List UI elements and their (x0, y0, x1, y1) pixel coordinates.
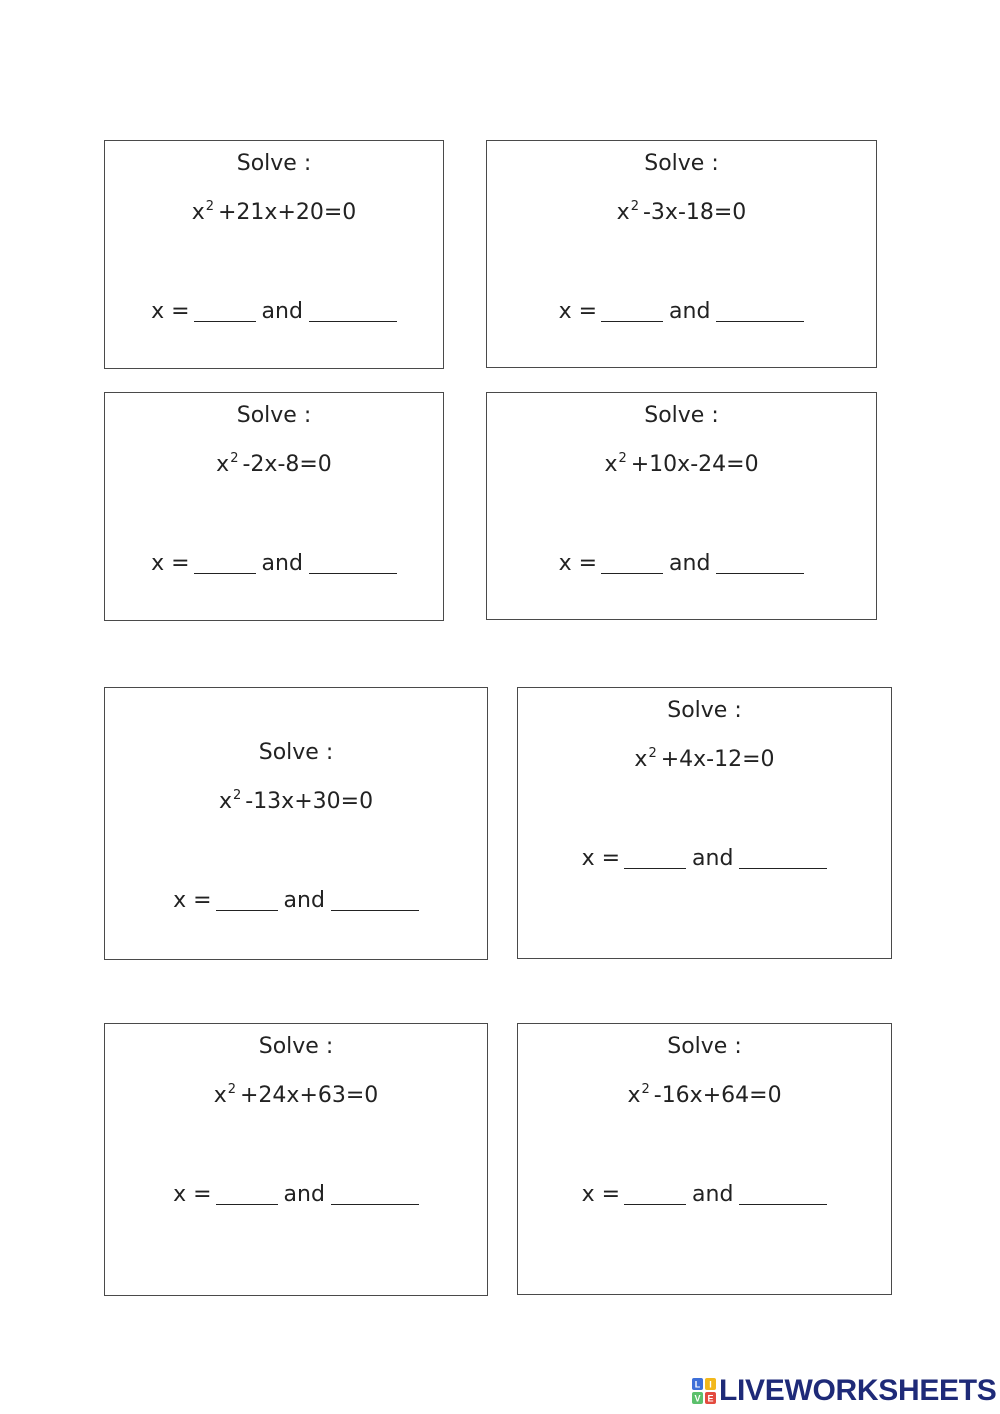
answer-blank-2[interactable] (331, 888, 419, 911)
svg-text:V: V (694, 1393, 701, 1404)
card-title: Solve : (258, 1034, 334, 1059)
answer-prefix: x = (173, 1182, 212, 1207)
answer-row (487, 299, 876, 325)
card-title: Solve : (258, 740, 334, 765)
problem-card-6 (517, 687, 892, 959)
answer-blank-1[interactable] (601, 551, 663, 574)
liveworksheets-logo-icon (692, 1378, 716, 1404)
problem-card-2 (486, 140, 877, 368)
card-title: Solve : (667, 1034, 742, 1059)
problem-card-8 (517, 1023, 892, 1295)
card-title: Solve : (236, 151, 312, 176)
answer-blank-1[interactable] (216, 1182, 278, 1205)
answer-blank-2[interactable] (716, 551, 804, 574)
svg-text:E: E (707, 1393, 714, 1404)
brand-name: LIVEWORKSHEETS (719, 1374, 997, 1407)
answer-row (105, 551, 443, 577)
answer-row (518, 846, 891, 872)
answer-prefix: x = (581, 846, 621, 871)
answer-blank-1[interactable] (624, 1182, 686, 1205)
answer-and: and (261, 551, 303, 576)
answer-blank-1[interactable] (194, 299, 256, 322)
problem-card-1 (104, 140, 444, 369)
answer-prefix: x = (151, 299, 190, 324)
answer-blank-2[interactable] (739, 1182, 827, 1205)
answer-blank-1[interactable] (601, 299, 663, 322)
equation: $x^2$ -13x+30=0 (218, 788, 374, 814)
answer-blank-2[interactable] (331, 1182, 419, 1205)
answer-blank-1[interactable] (624, 846, 686, 869)
answer-and: and (283, 888, 325, 913)
equation: $x^2 +24x+63=0$ (213, 1082, 379, 1108)
answer-and: and (669, 299, 711, 324)
problem-card-7 (104, 1023, 488, 1296)
answer-prefix: x = (558, 551, 598, 576)
answer-row (487, 551, 876, 577)
answer-and: and (283, 1182, 325, 1207)
answer-row (105, 299, 443, 325)
card-title: Solve : (236, 403, 312, 428)
answer-row (105, 1182, 487, 1208)
answer-and: and (692, 846, 734, 871)
problem-card-5 (104, 687, 488, 960)
equation: $x^2$ -2x-8=0 (216, 451, 332, 477)
equation: $x^2$ -16x+64=0 (627, 1082, 782, 1108)
answer-blank-2[interactable] (309, 551, 397, 574)
answer-row (518, 1182, 891, 1208)
equation: $x^2 +10x-24=0$ (604, 451, 759, 477)
answer-and: and (261, 299, 303, 324)
answer-blank-2[interactable] (716, 299, 804, 322)
answer-row (105, 888, 487, 914)
answer-blank-1[interactable] (194, 551, 256, 574)
svg-text:L: L (694, 1379, 701, 1390)
equation: $x^2$ -3x-18=0 (616, 199, 747, 225)
card-title: Solve : (667, 698, 742, 723)
answer-blank-2[interactable] (739, 846, 827, 869)
equation: $x^2 +4x-12=0$ (634, 746, 775, 772)
answer-prefix: x = (151, 551, 190, 576)
answer-blank-1[interactable] (216, 888, 278, 911)
problem-card-4 (486, 392, 877, 620)
answer-and: and (669, 551, 711, 576)
answer-prefix: x = (581, 1182, 621, 1207)
answer-and: and (692, 1182, 734, 1207)
card-title: Solve : (644, 151, 719, 176)
equation: $x^2 +21x+20=0$ (191, 199, 357, 225)
problem-card-3 (104, 392, 444, 621)
answer-blank-2[interactable] (309, 299, 397, 322)
answer-prefix: x = (558, 299, 598, 324)
answer-prefix: x = (173, 888, 212, 913)
liveworksheets-brand (692, 1374, 997, 1408)
svg-text:I: I (709, 1379, 712, 1390)
card-title: Solve : (644, 403, 719, 428)
